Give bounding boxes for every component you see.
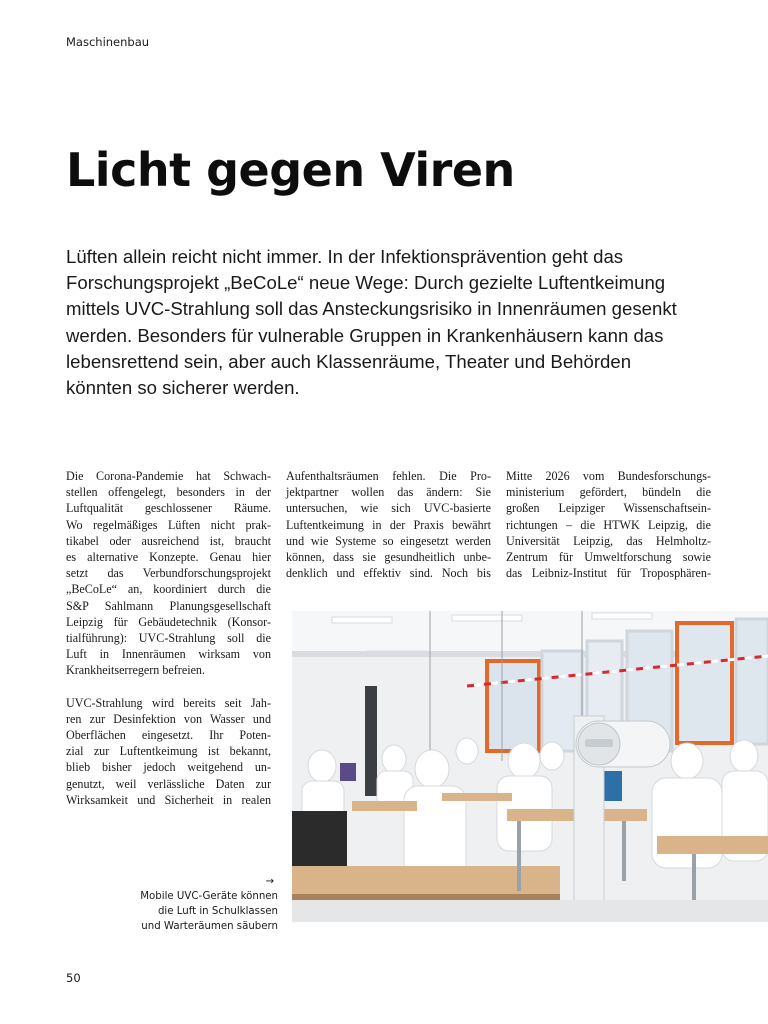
- section-label: Maschinenbau: [66, 35, 150, 49]
- body-line: Krankheitserregern befreien.: [66, 663, 206, 678]
- body-line: Mitte 2026 vom Bundesforschungs-: [506, 469, 711, 483]
- article-title: Licht gegen Viren: [66, 143, 515, 197]
- body-line: Leipzig für Gebäudetechnik (Konsor-: [66, 614, 271, 629]
- body-line: UVC-Strahlung wird bereits seit Jah-: [66, 695, 271, 710]
- body-column-2: [286, 468, 491, 581]
- body-line: Aufenthaltsräumen fehlen. Die Pro-: [286, 469, 491, 483]
- caption-line: die Luft in Schulklassen: [157, 906, 278, 917]
- body-line: es alternative Konzepte. Genau hier: [66, 550, 271, 565]
- body-line: Wo regelmäßiges Lüften nicht prak-: [66, 517, 271, 532]
- caption-text: Mobile UVC-Geräte können: [140, 891, 278, 902]
- body-line: Die Corona-Pandemie hat Schwach-: [66, 469, 271, 483]
- lead-line: könnten so sicherer werden.: [66, 377, 300, 399]
- paragraph-2: [66, 695, 271, 808]
- body-line: großen Leipziger Wissenschaftsein-: [506, 501, 711, 516]
- caption-line: und Warteräumen säubern: [141, 921, 278, 932]
- body-line: „BeCoLe“ an, koordiniert durch die: [66, 582, 271, 597]
- body-line: ministerium gefördert, bündeln die: [506, 485, 711, 500]
- body-line: richtungen – die HTWK Leipzig, die: [506, 517, 711, 532]
- body-line: tialführung): UVC-Strahlung soll die: [66, 631, 271, 646]
- body-line: zial zur Luftentkeimung ist bekannt,: [66, 744, 271, 759]
- body-line: stellen offengelegt, besonders in der: [66, 485, 271, 500]
- body-line: jektpartner wollen das ändern: Sie: [286, 485, 491, 500]
- lead-line: Lüften allein reicht nicht immer. In der Infektionsprävention geht das: [66, 246, 624, 267]
- body-line: S&P Sahlmann Planungsgesellschaft: [66, 598, 271, 613]
- caption-line: [78, 874, 278, 904]
- body-column-1: [66, 468, 271, 808]
- lead-line: Forschungsprojekt „BeCoLe“ neue Wege: Durch gezielte Luftentkeimung: [66, 272, 666, 294]
- body-line: Wirksamkeit und Sicherheit in realen: [66, 792, 271, 807]
- article-lead: [66, 244, 706, 401]
- body-line: Luftqualität geschlossener Räume.: [66, 501, 271, 516]
- body-line: genutzt, weil verlässliche Daten zur: [66, 776, 271, 791]
- body-line: das Leibniz-Institut für Troposphären-: [506, 566, 711, 581]
- body-line: Zentrum für Umweltforschung sowie: [506, 550, 711, 565]
- page-number: 50: [66, 971, 81, 985]
- body-line: können, dass sie gesundheitlich unbe-: [286, 550, 491, 565]
- body-column-3: [506, 468, 711, 581]
- body-line: setzt das Verbundforschungsprojekt: [66, 566, 271, 581]
- photo-illustration: [292, 611, 768, 922]
- paragraph-1: [66, 468, 271, 679]
- body-line: Luftentkeimung in der Praxis bewährt: [286, 517, 491, 532]
- body-line: ren zur Desinfektion von Wasser und: [66, 711, 271, 726]
- lead-line: lebensrettend sein, aber auch Klassenräume, Theater und Behörden: [66, 350, 632, 372]
- body-line: Oberflächen eingesetzt. Ihr Poten-: [66, 728, 271, 743]
- arrow-right-icon: →: [265, 876, 274, 887]
- classroom-photo: [292, 611, 768, 922]
- body-line: Universität Leipzig, das Helmholtz-: [506, 533, 711, 548]
- body-line: und wie Systeme so eingesetzt werden: [286, 533, 491, 548]
- body-line: Luft in Innenräumen wirksam von: [66, 647, 271, 662]
- body-line: denklich und effektiv sind. Noch bis: [286, 566, 491, 581]
- body-line: blieb bisher jedoch weitgehend un-: [66, 760, 271, 775]
- lead-line: mittels UVC-Strahlung soll das Ansteckungsrisiko in Innenräumen gesenkt: [66, 298, 677, 320]
- body-line: untersuchen, wie sich UVC-basierte: [286, 501, 491, 516]
- lead-line: werden. Besonders für vulnerable Gruppen in Krankenhäusern kann das: [66, 324, 664, 346]
- photo-caption: [78, 874, 278, 934]
- body-line: tikabel oder ausreichend ist, braucht: [66, 533, 271, 548]
